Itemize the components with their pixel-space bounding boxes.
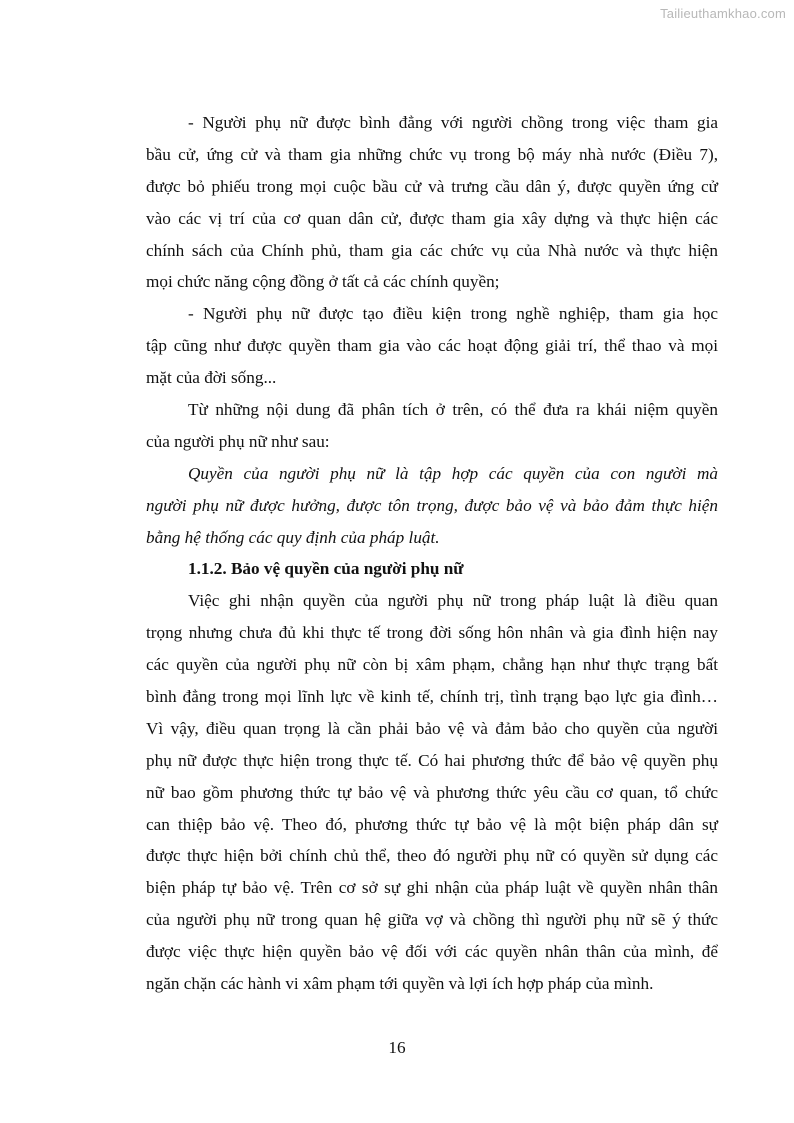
paragraph-line: được việc thực hiện quyền bảo vệ đối với các quyền nhân thân của mình, để — [146, 942, 718, 962]
paragraph-line: ngăn chặn các hành vi xâm phạm tới quyền và lợi ích hợp pháp của mình. — [146, 974, 654, 994]
paragraph-line: bầu cử, ứng cử và tham gia những chức vụ trong bộ máy nhà nước (Điều 7), — [146, 144, 718, 164]
paragraph-line: được bỏ phiếu trong mọi cuộc bầu cử và trưng cầu dân ý, được quyền ứng cử — [146, 176, 718, 196]
definition-line: bằng hệ thống các quy định của pháp luật. — [146, 527, 440, 547]
page-body — [146, 107, 718, 1000]
paragraph-line: Từ những nội dung đã phân tích ở trên, có thể đưa ra khái niệm quyền — [188, 400, 718, 420]
paragraph-line: - Người phụ nữ được tạo điều kiện trong nghề nghiệp, tham gia học — [188, 304, 718, 324]
watermark: Tailieuthamkhao.com — [660, 6, 786, 21]
paragraph-line: phụ nữ được thực hiện trong thực tế. Có hai phương thức để bảo vệ quyền phụ — [146, 750, 718, 770]
paragraph-line: Việc ghi nhận quyền của người phụ nữ trong pháp luật là điều quan — [188, 591, 718, 611]
paragraph-line: nữ bao gồm phương thức tự bảo vệ và phương thức yêu cầu cơ quan, tổ chức — [146, 782, 718, 802]
paragraph-line: tập cũng như được quyền tham gia vào các hoạt động giải trí, thể thao và mọi — [146, 336, 718, 356]
paragraph-line: bình đẳng trong mọi lĩnh lực về kinh tế, chính trị, tình trạng bạo lực gia đình… — [146, 687, 718, 707]
paragraph-line: của người phụ nữ như sau: — [146, 431, 330, 451]
paragraph-line: - Người phụ nữ được bình đẳng với người chồng trong việc tham gia — [188, 113, 718, 132]
paragraph-line: trọng nhưng chưa đủ khi thực tế trong đời sống hôn nhân và gia đình hiện nay — [146, 623, 718, 643]
definition-line: người phụ nữ được hưởng, được tôn trọng, được bảo vệ và bảo đảm thực hiện — [146, 495, 718, 515]
definition-line: Quyền của người phụ nữ là tập hợp các quyền của con người mà — [188, 463, 718, 483]
page-number: 16 — [388, 1038, 406, 1057]
paragraph-line: được thực hiện bởi chính chủ thể, theo đó người phụ nữ có quyền sử dụng các — [146, 846, 718, 866]
paragraph-line: vào các vị trí của cơ quan dân cử, được tham gia xây dựng và thực hiện các — [146, 208, 718, 228]
paragraph-line: các quyền của người phụ nữ còn bị xâm phạm, chẳng hạn như thực trạng bất — [146, 655, 718, 675]
paragraph-line: mặt của đời sống... — [146, 368, 277, 388]
paragraph-line: chính sách của Chính phủ, tham gia các chức vụ của Nhà nước và thực hiện — [146, 240, 718, 260]
paragraph-line: can thiệp bảo vệ. Theo đó, phương thức tự bảo vệ là một biện pháp dân sự — [146, 814, 718, 834]
paragraph-line: Vì vậy, điều quan trọng là cần phải bảo vệ và đảm bảo cho quyền của người — [146, 718, 718, 738]
paragraph-line: biện pháp tự bảo vệ. Trên cơ sở sự ghi nhận của pháp luật về quyền nhân thân — [146, 878, 718, 898]
section-heading: 1.1.2. Bảo vệ quyền của người phụ nữ — [188, 559, 464, 579]
paragraph-line: mọi chức năng cộng đồng ở tất cả các chính quyền; — [146, 272, 500, 292]
paragraph-line: của người phụ nữ trong quan hệ giữa vợ và chồng thì người phụ nữ sẽ ý thức — [146, 910, 718, 930]
